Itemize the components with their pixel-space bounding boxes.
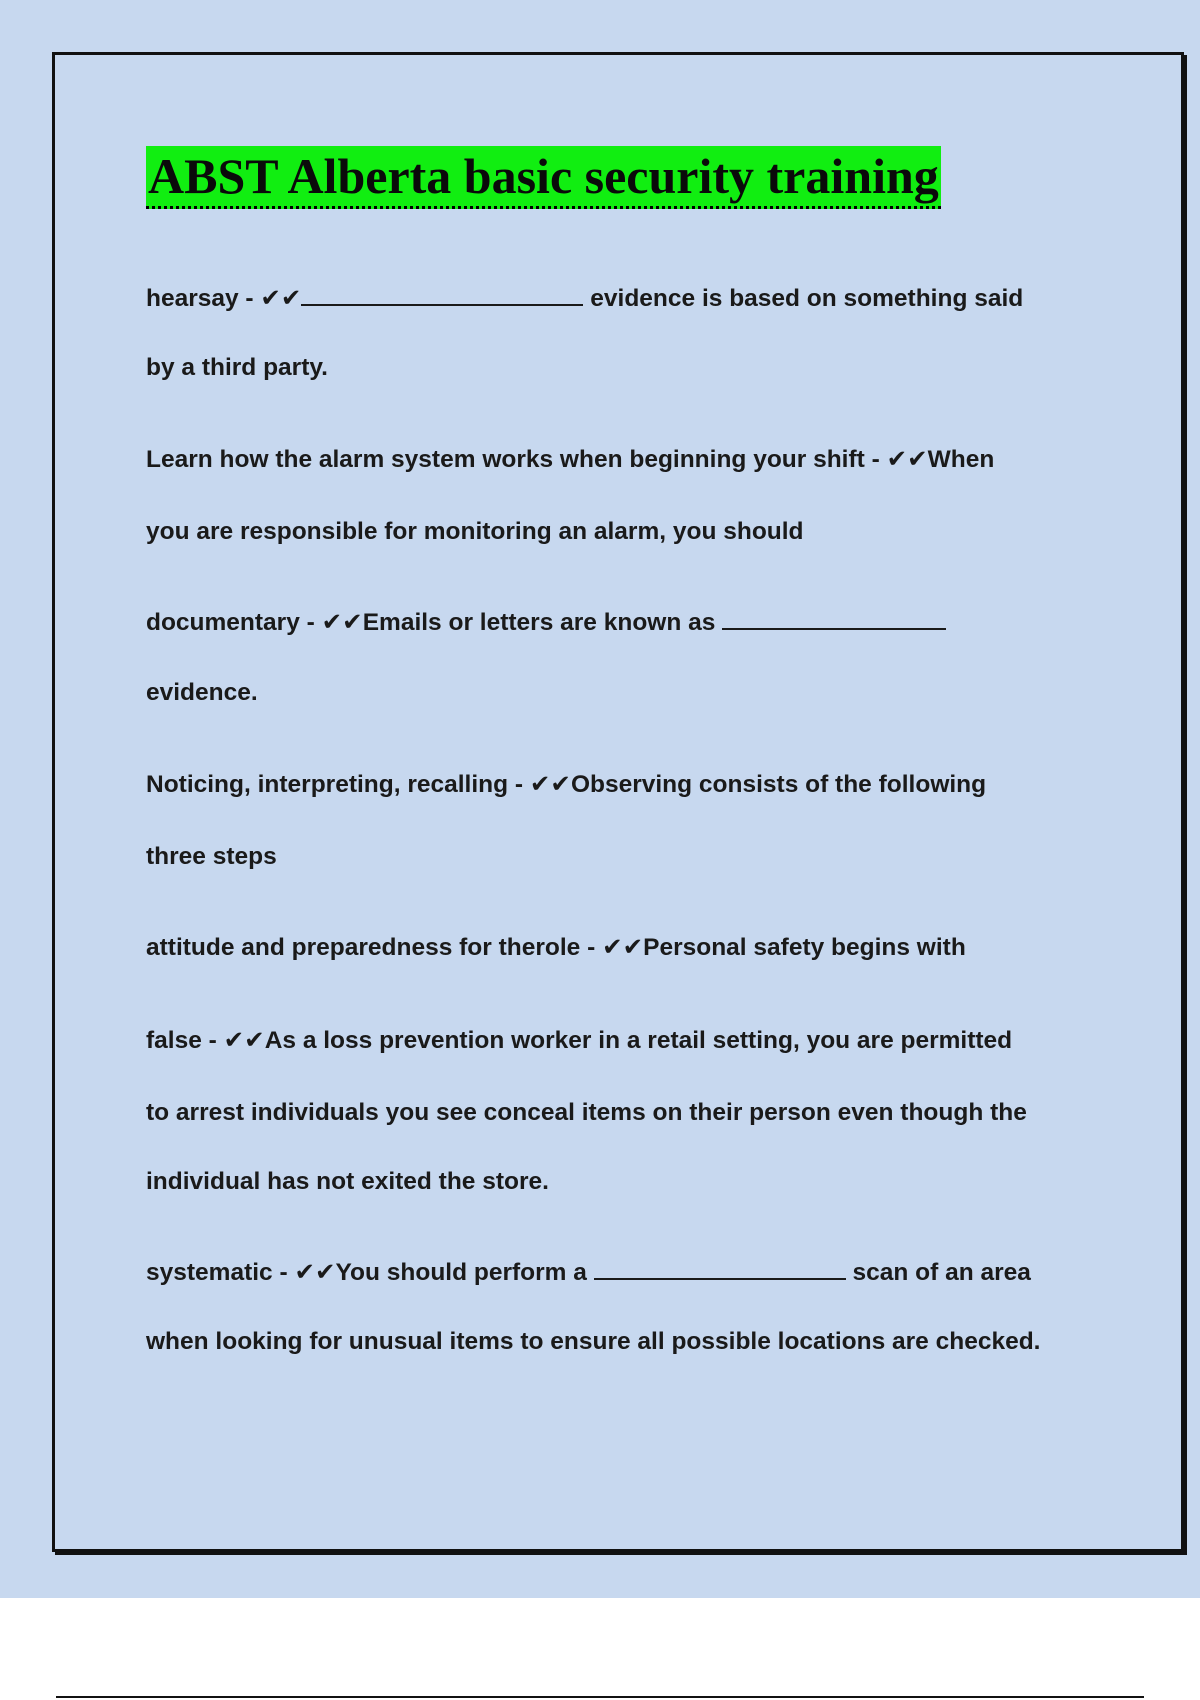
list-item — [146, 443, 994, 476]
entry-term: false - — [146, 1027, 224, 1054]
check-marks-icon: ✔✔ — [260, 283, 302, 312]
check-marks-icon: ✔✔ — [294, 1257, 336, 1286]
entry-definition-continued: when looking for unusual items to ensure all possible locations are checked. — [146, 1328, 1041, 1355]
check-marks-icon: ✔✔ — [886, 444, 928, 473]
check-marks-icon: ✔✔ — [223, 1025, 265, 1054]
entry-definition: scan of an area — [852, 1259, 1031, 1286]
footer-rule — [56, 1696, 1144, 1698]
entry-definition: You should perform a — [335, 1259, 587, 1286]
entry-definition-continued: three steps — [146, 843, 277, 870]
check-marks-icon: ✔✔ — [602, 932, 644, 961]
entry-term: attitude and preparedness for therole - — [146, 934, 603, 961]
entry-term: systematic - — [146, 1259, 295, 1286]
entry-term: Learn how the alarm system works when beginning your shift - — [146, 446, 887, 473]
entry-definition-continued: by a third party. — [146, 354, 328, 381]
entry-definition: When — [927, 446, 995, 473]
entry-term: Noticing, interpreting, recalling - — [146, 771, 530, 798]
list-item — [146, 606, 946, 639]
entry-definition: Personal safety begins with — [643, 934, 966, 961]
document-title: ABST Alberta basic security training — [146, 146, 941, 209]
entry-definition: Observing consists of the following — [570, 771, 987, 798]
check-marks-icon: ✔✔ — [529, 769, 571, 798]
entry-definition-continued: you are responsible for monitoring an alarm, you should — [146, 518, 804, 545]
list-item — [146, 1024, 1012, 1057]
fill-in-blank — [594, 1258, 846, 1280]
list-item — [146, 282, 1023, 315]
entry-definition-continued: to arrest individuals you see conceal items on their person even though the — [146, 1099, 1027, 1126]
list-item — [146, 768, 986, 801]
entry-term: documentary - — [146, 609, 322, 636]
entry-definition: As a loss prevention worker in a retail setting, you are permitted — [264, 1027, 1013, 1054]
entry-definition: Emails or letters are known as — [362, 609, 716, 636]
fill-in-blank — [301, 284, 583, 306]
entry-definition: evidence is based on something said — [590, 285, 1024, 312]
fill-in-blank — [722, 608, 946, 630]
check-marks-icon: ✔✔ — [321, 607, 363, 636]
list-item — [146, 931, 966, 964]
entry-term: hearsay - — [146, 285, 261, 312]
entry-definition-continued: evidence. — [146, 679, 258, 706]
list-item — [146, 1256, 1031, 1289]
entry-definition-continued: individual has not exited the store. — [146, 1168, 549, 1195]
